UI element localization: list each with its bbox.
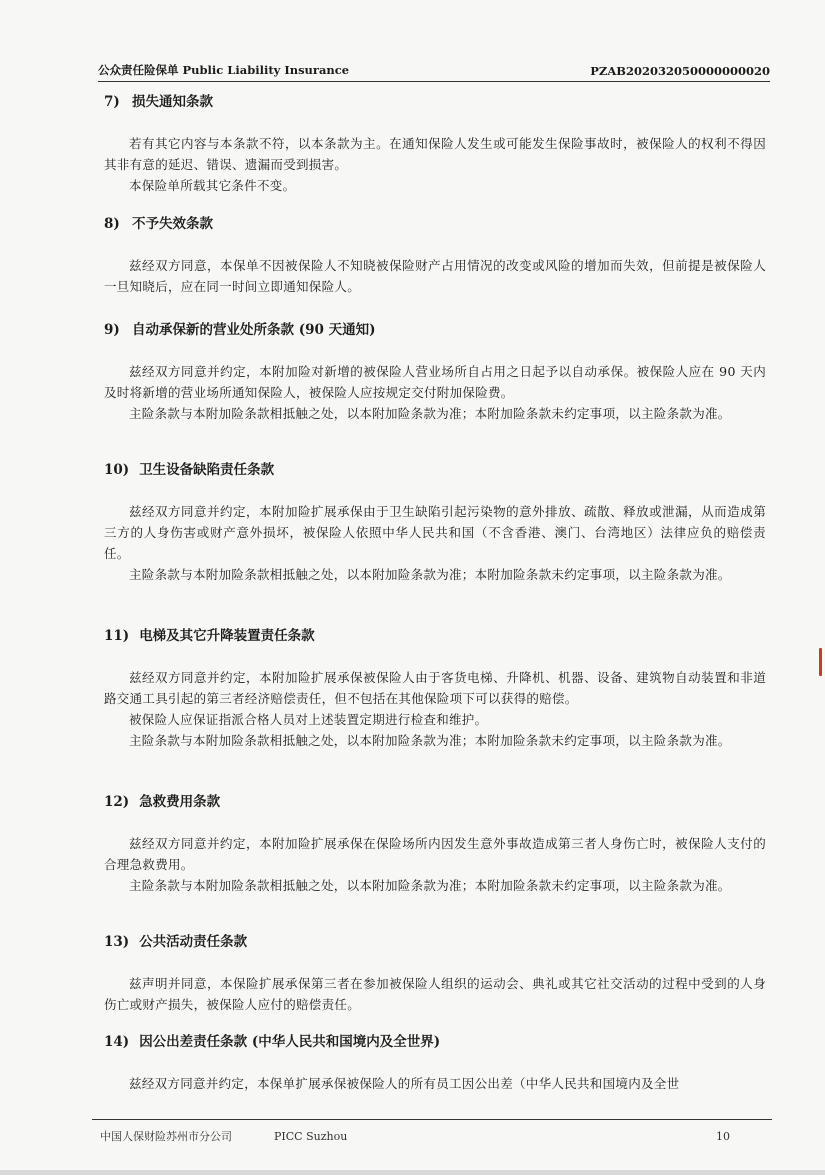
clause-title: [104, 92, 766, 112]
clause-title: [104, 460, 766, 480]
header-title: 公众责任险保单 Public Liability Insurance: [98, 63, 350, 77]
clause-title-text: 自动承保新的营业处所条款 (90 天通知): [132, 322, 376, 338]
clause-section: [104, 460, 766, 585]
clause-paragraph: 主险条款与本附加险条款相抵触之处，以本附加险条款为准；本附加险条款未约定事项，以主险条款为准。: [129, 567, 731, 582]
clause-paragraph: 兹经双方同意并约定，本附加险扩展承保由于卫生缺陷引起污染物的意外排放、疏散、释放或泄漏，从而造成第三方的人身伤害或财产意外损坏，被保险人依照中华人民共和国（不含香港、澳门、台湾地区）法律应负的赔偿责任。: [104, 504, 766, 561]
clause-paragraph: 兹经双方同意，本保单不因被保险人不知晓被保险财产占用情况的改变或风险的增加而失效，但前提是被保险人一旦知晓后，应在同一时间立即通知保险人。: [104, 258, 766, 294]
clause-title-text: 公共活动责任条款: [139, 934, 248, 950]
policy-number: PZAB202032050000000020: [590, 64, 770, 78]
clause-number: 11): [104, 628, 130, 644]
clause-paragraph: 主险条款与本附加险条款相抵触之处，以本附加险条款为准；本附加险条款未约定事项，以主险条款为准。: [129, 406, 731, 421]
clause-title-text: 急救费用条款: [139, 794, 221, 810]
clause-section: [104, 792, 766, 896]
clause-title-text: 电梯及其它升降装置责任条款: [139, 628, 315, 644]
page-number: 10: [716, 1129, 730, 1143]
footer-company-en: PICC Suzhou: [274, 1129, 348, 1143]
clause-body: [104, 667, 766, 751]
clause-title: [104, 1032, 766, 1052]
clause-title-text: 不予失效条款: [132, 216, 213, 232]
clause-section: [104, 1032, 766, 1094]
clause-paragraph: 兹经双方同意并约定，本附加险扩展承保被保险人由于客货电梯、升降机、机器、设备、建筑物自动装置和非道路交通工具引起的第三者经济赔偿责任，但不包括在其他保险项下可以获得的赔偿。: [104, 670, 766, 706]
clause-number: 9): [104, 322, 120, 338]
clause-body: [104, 833, 766, 896]
clause-title: [104, 320, 766, 340]
clause-body: [104, 501, 766, 585]
clause-body: [104, 973, 766, 1015]
clause-title: [104, 626, 766, 646]
clause-paragraph: 兹经双方同意并约定，本附加险扩展承保在保险场所内因发生意外事故造成第三者人身伤亡时，被保险人支付的合理急救费用。: [104, 836, 766, 872]
clause-paragraph: 若有其它内容与本条款不符，以本条款为主。在通知保险人发生或可能发生保险事故时，被保险人的权利不得因其非有意的延迟、错误、遗漏而受到损害。: [104, 136, 766, 172]
clause-number: 14): [104, 1034, 130, 1050]
clause-body: [104, 133, 766, 196]
clause-paragraph: 本保险单所载其它条件不变。: [129, 178, 296, 193]
footer-divider: [92, 1119, 772, 1120]
clause-body: [104, 1073, 766, 1094]
clause-paragraph: 兹声明并同意，本保险扩展承保第三者在参加被保险人组织的运动会、典礼或其它社交活动的过程中受到的人身伤亡或财产损失，被保险人应付的赔偿责任。: [104, 976, 766, 1012]
clause-section: [104, 932, 766, 1015]
clause-paragraph: 兹经双方同意并约定，本附加险对新增的被保险人营业场所自占用之日起予以自动承保。被保险人应在 90 天内及时将新增的营业场所通知保险人，被保险人应按规定交付附加保险费。: [104, 364, 766, 400]
clause-section: [104, 320, 766, 424]
footer-company: 中国人保财险苏州市分公司: [100, 1130, 232, 1143]
clause-title: [104, 792, 766, 812]
clause-title: [104, 214, 766, 234]
clause-title: [104, 932, 766, 952]
clause-section: [104, 92, 766, 196]
scan-edge: [0, 1170, 825, 1175]
clause-paragraph: 主险条款与本附加险条款相抵触之处，以本附加险条款为准；本附加险条款未约定事项，以主险条款为准。: [129, 878, 731, 893]
clause-body: [104, 361, 766, 424]
clause-number: 10): [104, 462, 130, 478]
clause-number: 8): [104, 216, 120, 232]
clause-title-text: 损失通知条款: [132, 94, 213, 110]
clause-section: [104, 626, 766, 751]
header-divider: [98, 81, 770, 82]
clause-section: [104, 214, 766, 297]
clause-paragraph: 主险条款与本附加险条款相抵触之处，以本附加险条款为准；本附加险条款未约定事项，以主险条款为准。: [129, 733, 731, 748]
clause-number: 7): [104, 94, 120, 110]
page-header: [98, 60, 770, 78]
clause-number: 12): [104, 794, 130, 810]
clause-paragraph: 兹经双方同意并约定，本保单扩展承保被保险人的所有员工因公出差（中华人民共和国境内及全世: [129, 1076, 680, 1091]
clause-number: 13): [104, 934, 130, 950]
clause-title-text: 因公出差责任条款 (中华人民共和国境内及全世界): [139, 1034, 441, 1050]
scan-mark: [819, 648, 822, 676]
page-footer: [100, 1128, 730, 1144]
clause-paragraph: 被保险人应保证指派合格人员对上述装置定期进行检查和维护。: [129, 712, 488, 727]
clause-title-text: 卫生设备缺陷责任条款: [139, 462, 275, 478]
clause-body: [104, 255, 766, 297]
